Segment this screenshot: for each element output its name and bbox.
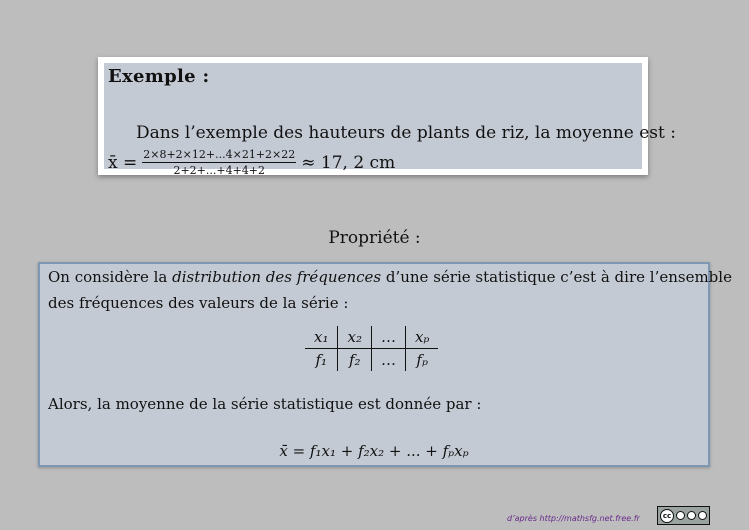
line1-emphasis: distribution des fréquences (172, 268, 382, 286)
property-title: Propriété : (328, 228, 421, 248)
fraction-numerator: 2×8+2×12+...4×21+2×22 (143, 148, 296, 161)
source-link[interactable]: d’après http://mathsfg.net.free.fr (507, 514, 640, 523)
cc-by-nc-sa-icon[interactable] (657, 506, 710, 525)
property-line-3: Alors, la moyenne de la série statistique est donnée par : (48, 395, 482, 413)
property-box (38, 262, 732, 467)
table-cell: … (371, 326, 405, 349)
table-cell: x₁ (305, 326, 338, 349)
line1-start: On considère la (48, 268, 173, 286)
table-cell: x₂ (338, 326, 371, 349)
table-row (305, 326, 438, 349)
table-cell: f₂ (338, 349, 371, 372)
table-row (305, 349, 438, 372)
formula-rhs: ≈ 17, 2 cm (301, 152, 396, 173)
example-box (98, 57, 676, 177)
formula-lhs: x̄ = (108, 152, 138, 173)
example-text: Dans l’exemple des hauteurs de plants de riz, la moyenne est : (136, 123, 676, 143)
example-title: Exemple : (108, 66, 210, 87)
property-line-1 (48, 268, 732, 286)
example-formula (108, 148, 395, 177)
nc-icon (687, 511, 696, 520)
mean-formula: x̄ = f₁x₁ + f₂x₂ + ... + fₚxₚ (279, 442, 469, 460)
example-content (104, 63, 676, 177)
frequency-table (305, 326, 438, 371)
sa-icon (698, 511, 707, 520)
line1-end: d’une série statistique c’est à dire l’ensemble (381, 268, 732, 286)
property-line-2: des fréquences des valeurs de la série : (48, 294, 349, 312)
fraction-denominator: 2+2+...+4+4+2 (173, 164, 266, 177)
table-cell: fₚ (405, 349, 438, 372)
cc-icon: cc (660, 509, 674, 523)
mean-fraction (142, 148, 296, 177)
by-icon (676, 511, 685, 520)
table-cell: f₁ (315, 351, 328, 369)
table-cell: … (371, 349, 405, 372)
table-cell: xₚ (405, 326, 438, 349)
